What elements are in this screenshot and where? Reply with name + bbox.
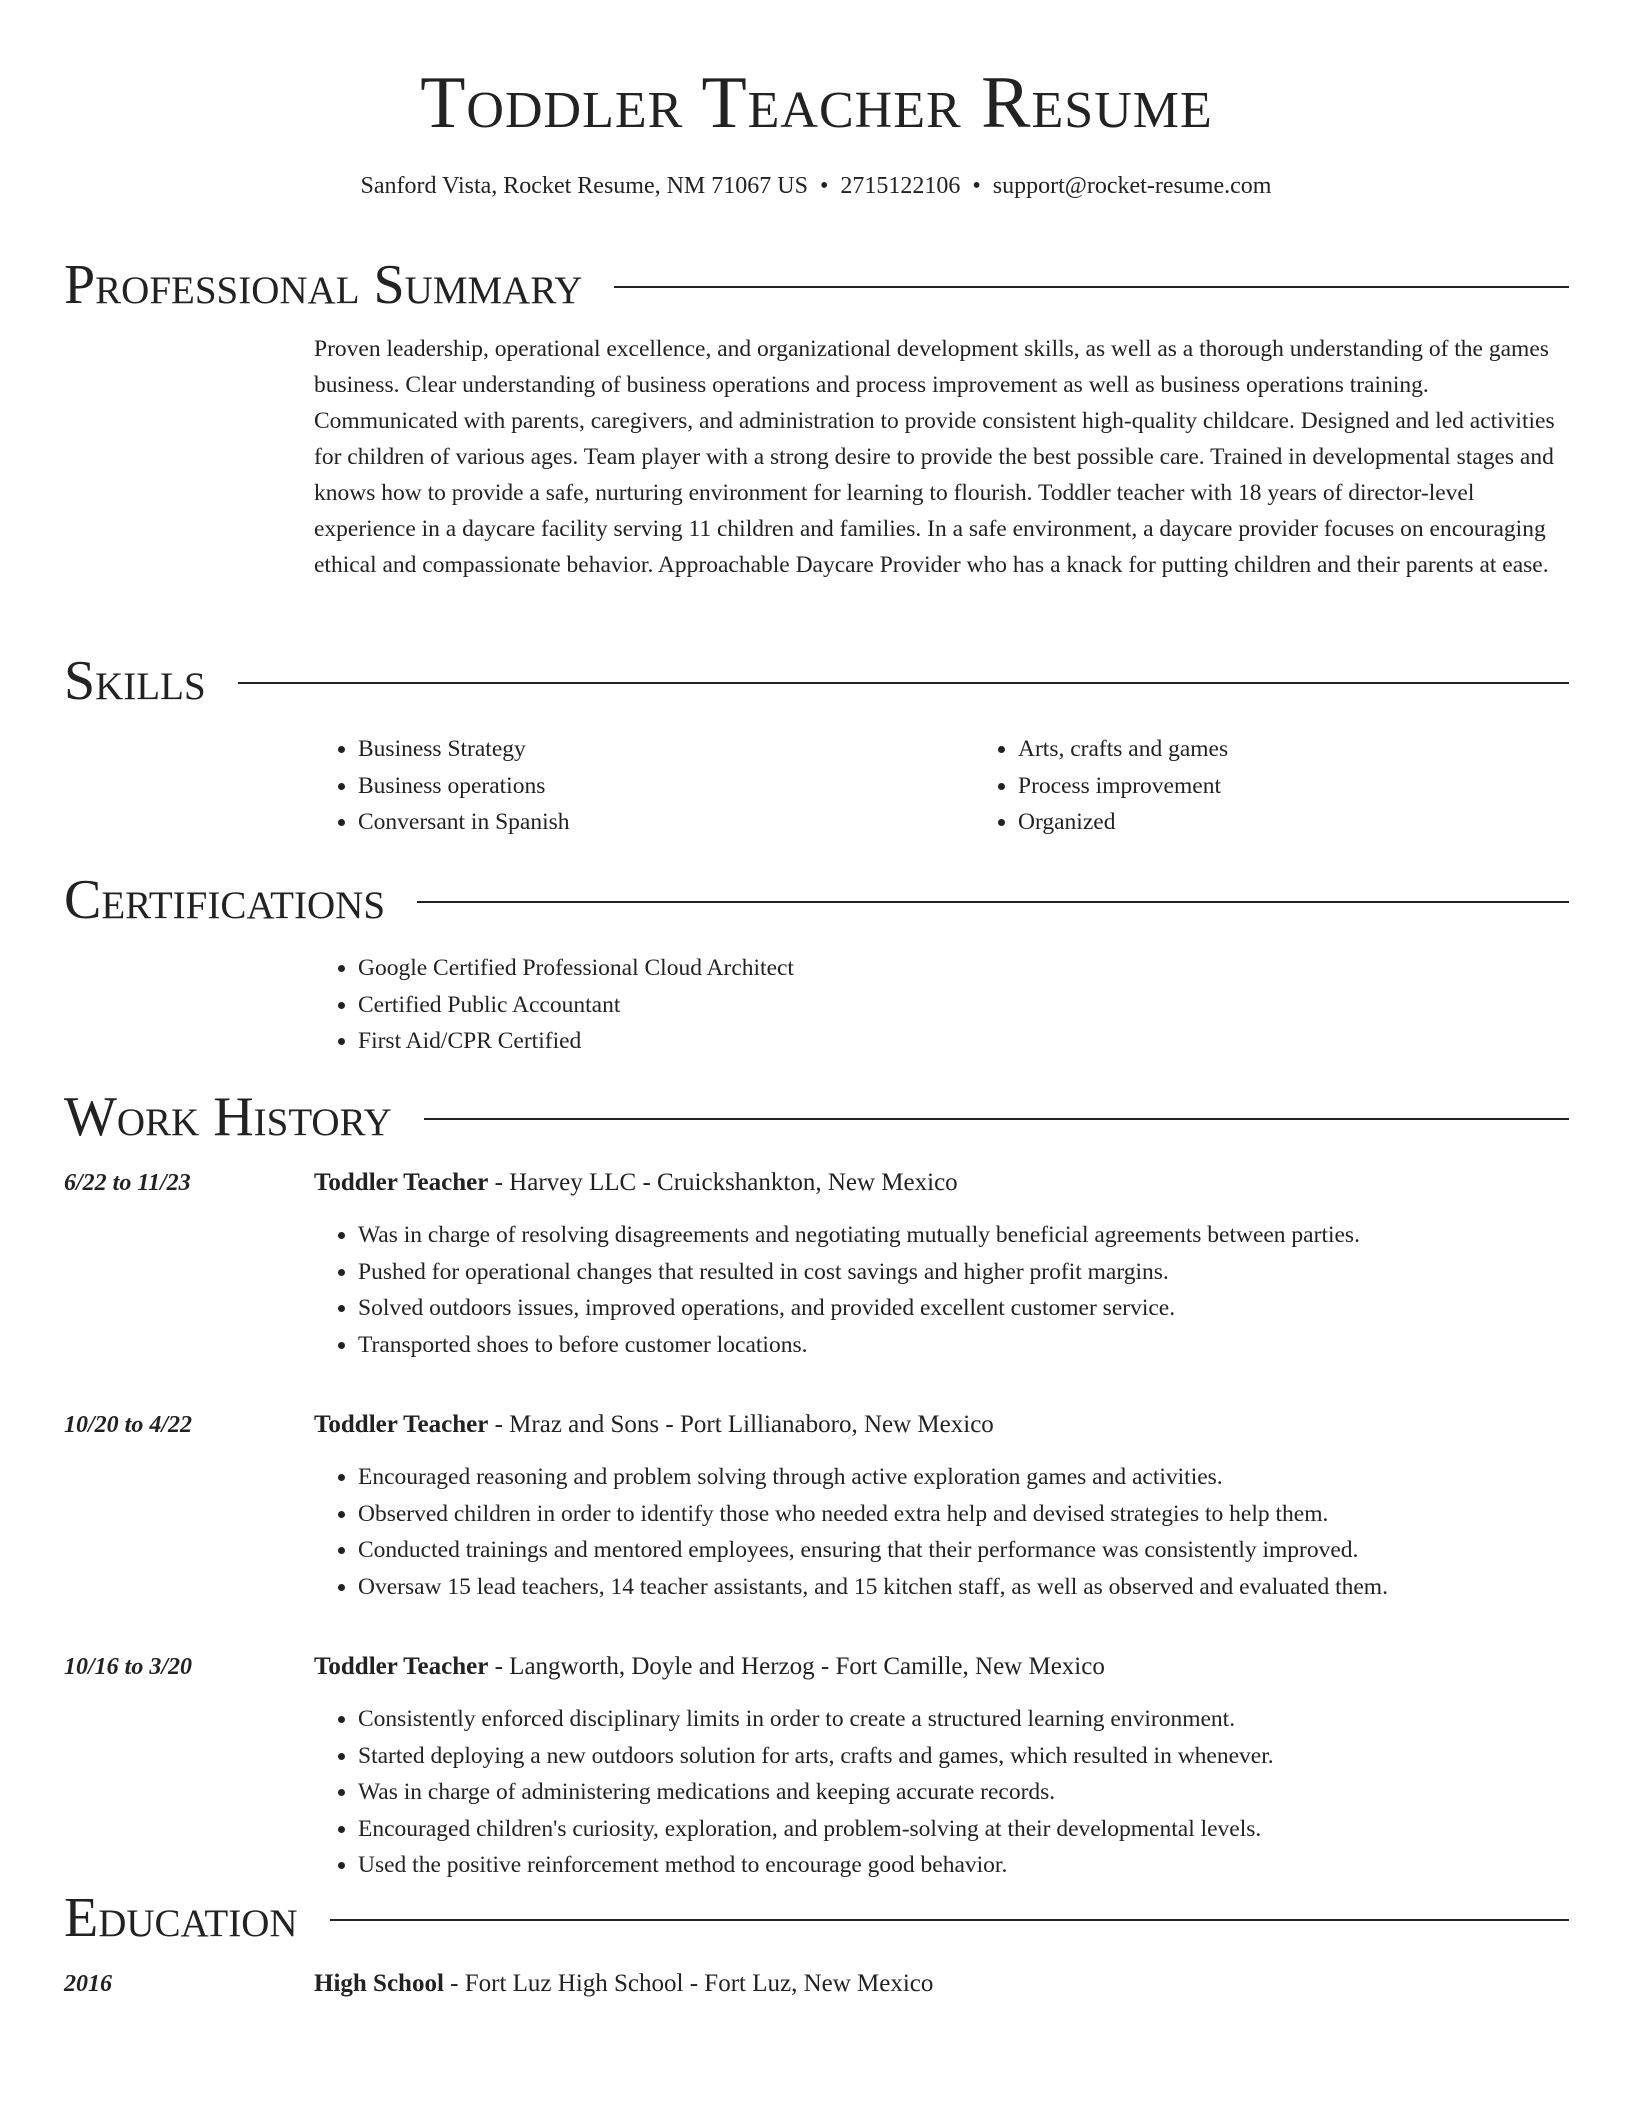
certifications-body bbox=[314, 950, 1569, 1060]
skill-item: • Business operations bbox=[358, 768, 974, 805]
skills-section bbox=[64, 649, 1569, 841]
job-duty-list bbox=[314, 1701, 1569, 1884]
section-divider bbox=[614, 286, 1569, 288]
certification-item: • Google Certified Professional Cloud Architect bbox=[358, 950, 1569, 987]
job-bullets bbox=[314, 1217, 1569, 1363]
job-duty: • Consistently enforced disciplinary limits in order to create a structured learning environment. bbox=[358, 1701, 1569, 1738]
summary-heading-row bbox=[64, 253, 1569, 317]
education-section bbox=[64, 1886, 1569, 2002]
section-divider bbox=[424, 1118, 1569, 1120]
job-role: Toddler Teacher bbox=[314, 1411, 489, 1438]
job-dates: 6/22 to 11/23 bbox=[64, 1170, 191, 1196]
contact-phone: 2715122106 bbox=[840, 173, 961, 199]
skills-column-left bbox=[314, 731, 974, 841]
summary-heading: Professional Summary bbox=[64, 254, 583, 316]
job-bullets bbox=[314, 1459, 1569, 1605]
job-header bbox=[64, 1649, 1569, 1685]
skills-list bbox=[314, 731, 1569, 841]
job-duty: • Transported shoes to before customer locations. bbox=[358, 1327, 1569, 1364]
education-entry bbox=[64, 1966, 1569, 2002]
work-history-heading: Work History bbox=[64, 1086, 392, 1148]
job-employer: - Mraz and Sons - Port Lillianaboro, New Mexico bbox=[488, 1411, 994, 1438]
job-title-line bbox=[314, 1407, 994, 1443]
job-title-line bbox=[314, 1165, 958, 1201]
job-header bbox=[64, 1165, 1569, 1201]
skill-item: • Conversant in Spanish bbox=[358, 804, 974, 841]
job-duty-list bbox=[314, 1459, 1569, 1605]
certifications-section bbox=[64, 868, 1569, 1060]
job-duty: • Solved outdoors issues, improved operations, and provided excellent customer service. bbox=[358, 1290, 1569, 1327]
contact-email: support@rocket-resume.com bbox=[992, 173, 1272, 199]
job-duty: • Encouraged reasoning and problem solving through active exploration games and activities. bbox=[358, 1459, 1569, 1496]
education-heading-row bbox=[64, 1886, 1569, 1950]
section-divider bbox=[417, 901, 1569, 903]
job-duty: • Was in charge of resolving disagreements and negotiating mutually beneficial agreements between parties. bbox=[358, 1217, 1569, 1254]
summary-text: Proven leadership, operational excellence, and organizational development skills, as well as a thorough understanding of the games business. Clear understanding of business operations and process improvement as well as business operations training. Communicated with parents, caregivers, and administration to provide consistent high-quality childcare. Designed and led activities for children of various ages. Team player with a strong desire to provide the best possible care. Trained in developmental stages and knows how to provide a safe, nurturing environment for learning to flourish. Toddler teacher with 18 years of director-level experience in a daycare facility serving 11 children and families. In a safe environment, a daycare provider focuses on encouraging ethical and compassionate behavior. Approachable Daycare Provider who has a knack for putting children and their parents at ease. bbox=[314, 336, 1555, 578]
work-heading-row bbox=[64, 1085, 1569, 1149]
education-line bbox=[314, 1966, 933, 2002]
job-header bbox=[64, 1407, 1569, 1443]
summary-section bbox=[64, 253, 1569, 583]
job-title-line bbox=[314, 1649, 1105, 1685]
job-duty: • Was in charge of administering medications and keeping accurate records. bbox=[358, 1774, 1569, 1811]
job-role: Toddler Teacher bbox=[314, 1169, 489, 1196]
job-duty: • Encouraged children's curiosity, exploration, and problem-solving at their developmental levels. bbox=[358, 1811, 1569, 1848]
section-divider bbox=[330, 1919, 1569, 1921]
job-role: Toddler Teacher bbox=[314, 1653, 489, 1680]
education-heading: Education bbox=[64, 1887, 298, 1949]
skills-heading-row bbox=[64, 649, 1569, 713]
resume-title: Toddler Teacher Resume bbox=[420, 62, 1213, 144]
contact-separator: • bbox=[819, 173, 829, 199]
job-dates: 10/20 to 4/22 bbox=[64, 1412, 193, 1438]
skill-item: • Process improvement bbox=[1018, 768, 1632, 805]
job-duty: • Pushed for operational changes that resulted in cost savings and higher profit margins. bbox=[358, 1254, 1569, 1291]
job-duty: • Oversaw 15 lead teachers, 14 teacher assistants, and 15 kitchen staff, as well as observed and evaluated them. bbox=[358, 1569, 1569, 1606]
contact-separator: • bbox=[972, 173, 981, 199]
job-bullets bbox=[314, 1701, 1569, 1884]
skill-item: • Business Strategy bbox=[358, 731, 974, 768]
job-entry bbox=[64, 1649, 1569, 1884]
job-duty-list bbox=[314, 1217, 1569, 1363]
section-divider bbox=[238, 682, 1569, 684]
skills-column-right bbox=[974, 731, 1632, 841]
contact-line bbox=[0, 170, 1632, 202]
education-school: - Fort Luz High School - Fort Luz, New Mexico bbox=[443, 1970, 934, 1997]
job-duty: • Observed children in order to identify those who needed extra help and devised strategies to help them. bbox=[358, 1496, 1569, 1533]
summary-body bbox=[314, 331, 1569, 583]
job-duty: • Used the positive reinforcement method to encourage good behavior. bbox=[358, 1847, 1569, 1884]
certification-item: • Certified Public Accountant bbox=[358, 987, 1569, 1024]
skills-heading: Skills bbox=[64, 650, 206, 712]
education-year: 2016 bbox=[64, 1971, 112, 1997]
certification-item: • First Aid/CPR Certified bbox=[358, 1023, 1569, 1060]
skill-item: • Arts, crafts and games bbox=[1018, 731, 1632, 768]
job-employer: - Harvey LLC - Cruickshankton, New Mexico bbox=[488, 1169, 958, 1196]
job-entry bbox=[64, 1407, 1569, 1605]
certifications-heading: Certifications bbox=[64, 869, 386, 931]
contact-address: Sanford Vista, Rocket Resume, NM 71067 US bbox=[360, 173, 808, 199]
job-duty: • Conducted trainings and mentored employees, ensuring that their performance was consistently improved. bbox=[358, 1532, 1569, 1569]
work-history-section bbox=[64, 1085, 1569, 1884]
job-dates: 10/16 to 3/20 bbox=[64, 1654, 193, 1680]
education-degree: High School bbox=[314, 1970, 444, 1997]
job-duty: • Started deploying a new outdoors solution for arts, crafts and games, which resulted in whenever. bbox=[358, 1738, 1569, 1775]
certifications-list bbox=[314, 950, 1569, 1060]
job-entry bbox=[64, 1165, 1569, 1363]
certifications-heading-row bbox=[64, 868, 1569, 932]
skill-item: • Organized bbox=[1018, 804, 1632, 841]
job-employer: - Langworth, Doyle and Herzog - Fort Camille, New Mexico bbox=[488, 1653, 1105, 1680]
